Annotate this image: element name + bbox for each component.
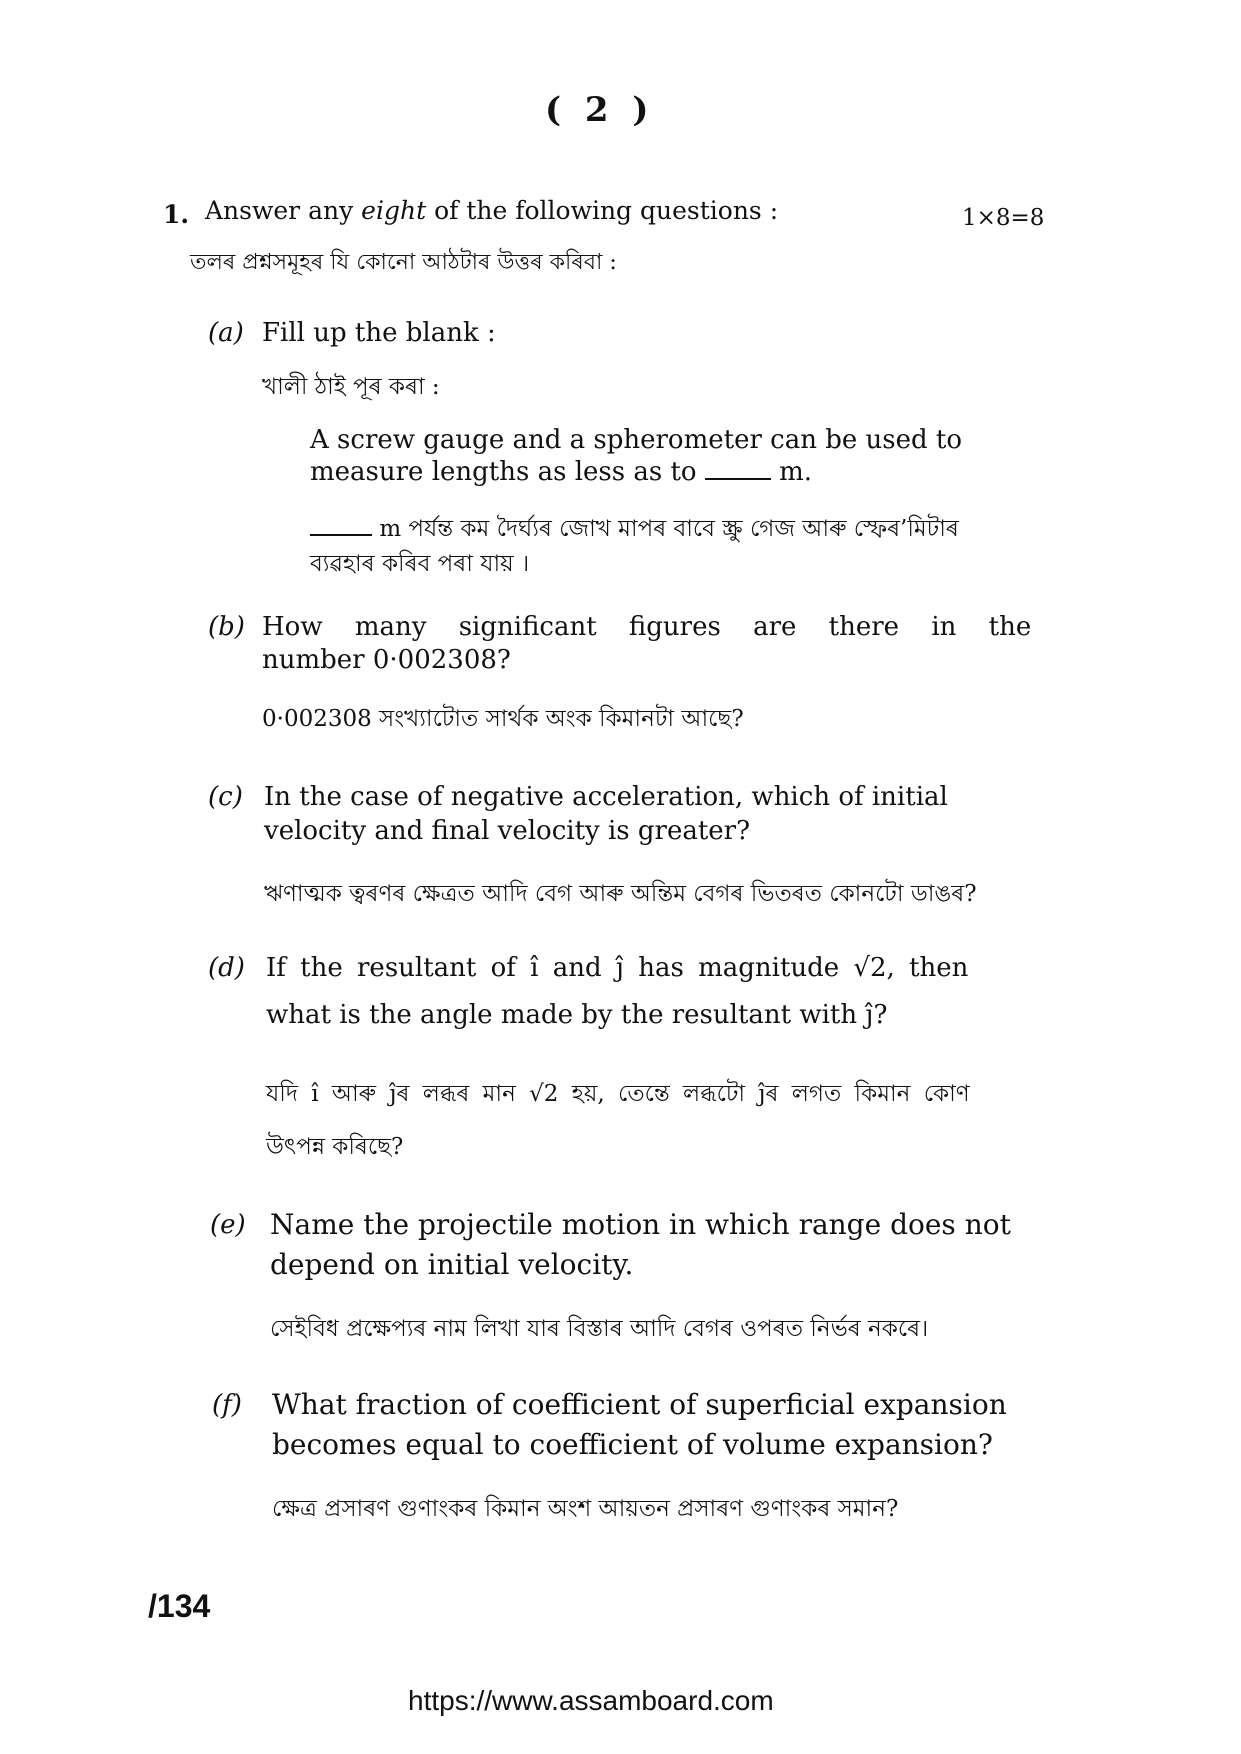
part-d-question-assamese-line1: যদি î আৰু ĵৰ লব্ধৰ মান √2 হয়, তেন্তে লব্ধটো ĵৰ লগত কিমান কোণ (266, 1081, 970, 1107)
part-a-label: (a) (208, 318, 244, 348)
part-a-statement-line1: A screw gauge and a spherometer can be used to (310, 425, 963, 455)
part-a-question: Fill up the blank : (262, 318, 496, 348)
source-url[interactable]: https://www.assamboard.com (408, 1685, 774, 1716)
part-a-statement-assamese-text: m পৰ্যন্ত কম দৈৰ্ঘ্যৰ জোখ মাপৰ বাবে স্ক্ৰু গেজ আৰু স্ফেৰ’মিটাৰ (379, 516, 959, 542)
part-d-question-line1: If the resultant of î and ĵ has magnitude √2, then (266, 953, 969, 983)
part-a-question-assamese: খালী ঠাই পূৰ কৰা : (262, 374, 440, 400)
fill-blank (705, 458, 771, 480)
question-intro-pre: Answer any (205, 196, 354, 225)
part-b-question-line1: How many significant figures are there in the (262, 612, 1032, 642)
part-a-statement-line2-text: measure lengths as less as to (310, 457, 697, 487)
part-c-question-assamese: ঋণাত্মক ত্বৰণৰ ক্ষেত্ৰত আদি বেগ আৰু অন্তিম বেগৰ ভিতৰত কোনটো ডাঙৰ? (264, 881, 977, 907)
part-d-question-line2: what is the angle made by the resultant with ĵ? (266, 1000, 888, 1030)
question-intro-assamese: তলৰ প্ৰশ্নসমূহৰ যি কোনো আঠটাৰ উত্তৰ কৰিবা : (190, 250, 617, 275)
part-c-question-line1: In the case of negative acceleration, which of initial (264, 782, 948, 812)
part-e-question-line2: depend on initial velocity. (270, 1248, 634, 1281)
page-number: ( 2 ) (545, 90, 655, 130)
question-intro-emphasis: eight (361, 196, 427, 225)
question-intro-post: of the following questions : (434, 196, 779, 225)
part-a-statement-assamese-line2: ব্যৱহাৰ কৰিব পৰা যায় । (310, 551, 530, 577)
part-a-statement-line2 (310, 457, 812, 487)
paper-code: /134 (148, 1588, 211, 1624)
part-e-question-line1: Name the projectile motion in which range does not (270, 1208, 1011, 1241)
part-e-question-assamese: সেইবিধ প্ৰক্ষেপ্যৰ নাম লিখা যাৰ বিস্তাৰ আদি বেগৰ ওপৰত নিৰ্ভৰ নকৰে। (270, 1316, 929, 1342)
part-b-label: (b) (208, 612, 245, 642)
part-f-question-line1: What fraction of coefficient of superficial expansion (272, 1388, 1007, 1421)
part-c-label: (c) (208, 782, 243, 812)
part-e-label: (e) (210, 1210, 246, 1240)
part-c-question-line2: velocity and final velocity is greater? (264, 816, 751, 846)
part-b-question-assamese: 0·002308 সংখ্যাটোত সাৰ্থক অংক কিমানটা আছে? (262, 706, 744, 732)
question-number: 1. (163, 200, 190, 229)
question-marks: 1×8=8 (962, 205, 1045, 231)
fill-blank-assamese (310, 514, 372, 536)
part-f-question-line2: becomes equal to coefficient of volume expansion? (272, 1428, 993, 1461)
part-a-statement-assamese-line1 (310, 510, 959, 549)
part-f-question-assamese: ক্ষেত্ৰ প্ৰসাৰণ গুণাংকৰ কিমান অংশ আয়তন প্ৰসাৰণ গুণাংকৰ সমান? (272, 1496, 899, 1522)
part-d-question-assamese-line2: উৎপন্ন কৰিছে? (266, 1134, 404, 1160)
part-b-question-line2: number 0·002308? (262, 645, 511, 675)
question-intro (205, 196, 778, 225)
part-d-label: (d) (208, 953, 245, 983)
part-f-label: (f) (212, 1390, 242, 1420)
part-a-statement-unit: m. (779, 457, 813, 487)
